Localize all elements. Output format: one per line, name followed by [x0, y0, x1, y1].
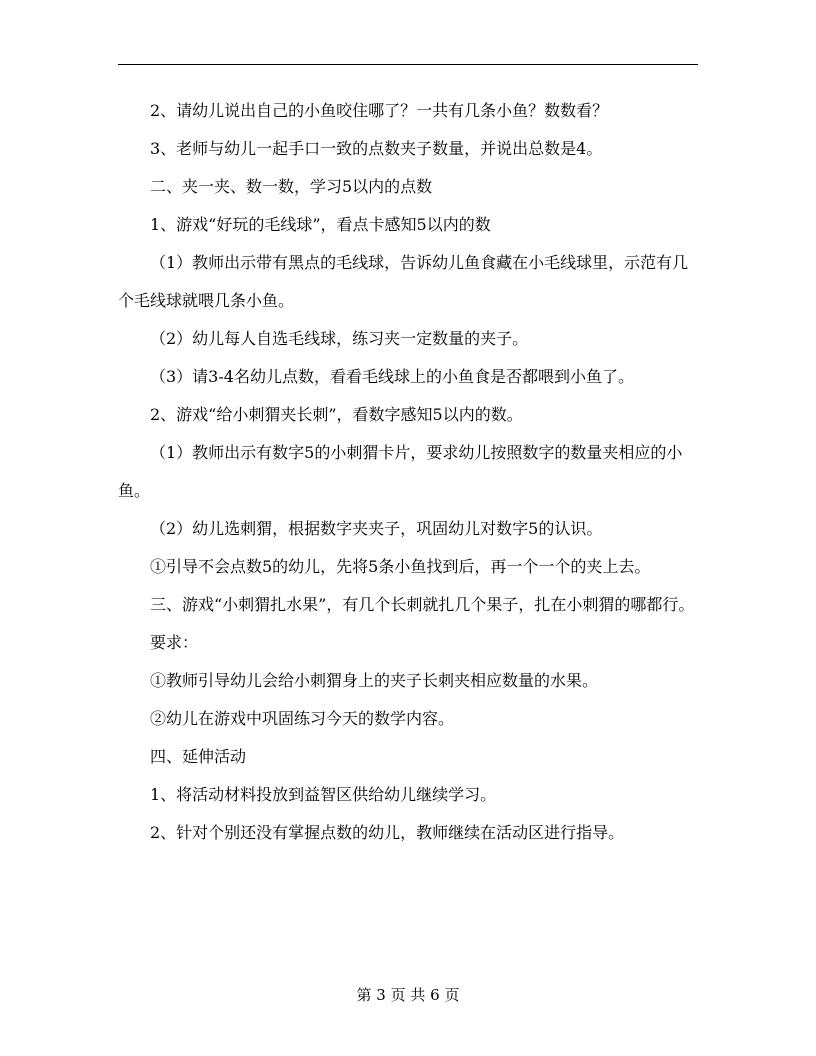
paragraph: ①引导不会点数5的幼儿，先将5条小鱼找到后，再一个一个的夹上去。 — [150, 557, 651, 576]
paragraph: 3、老师与幼儿一起手口一致的点数夹子数量，并说出总数是4。 — [150, 139, 603, 158]
section-heading: 二、夹一夹、数一数，学习5以内的点数 — [150, 177, 433, 196]
section-heading: 三、游戏“小刺猬扎水果”，有几个长刺就扎几个果子，扎在小刺猬的哪都行。 — [150, 595, 695, 614]
section-heading: 四、延伸活动 — [150, 747, 247, 766]
paragraph: （1）教师出示带有黑点的毛线球，告诉幼儿鱼食藏在小毛线球里，示范有几个毛线球就喂几条小鱼。 — [118, 253, 689, 310]
document-body — [118, 92, 698, 852]
paragraph: ①教师引导幼儿会给小刺猬身上的夹子长刺夹相应数量的水果。 — [150, 671, 599, 690]
paragraph: （1）教师出示有数字5的小刺猬卡片，要求幼儿按照数字的数量夹相应的小鱼。 — [118, 443, 683, 500]
paragraph: （3）请3-4名幼儿点数，看看毛线球上的小鱼食是否都喂到小鱼了。 — [150, 367, 634, 386]
paragraph: 2、游戏“给小刺猬夹长刺”，看数字感知5以内的数。 — [150, 405, 523, 424]
paragraph: （2）幼儿选刺猬，根据数字夹夹子，巩固幼儿对数字5的认识。 — [150, 519, 603, 538]
paragraph: 1、游戏“好玩的毛线球”，看点卡感知5以内的数 — [150, 215, 491, 234]
paragraph: ②幼儿在游戏中巩固练习今天的数学内容。 — [150, 709, 455, 728]
paragraph: 要求： — [150, 633, 199, 652]
paragraph: 2、请幼儿说出自己的小鱼咬住哪了？一共有几条小鱼？数数看？ — [150, 101, 609, 120]
page-footer: 第 3 页 共 6 页 — [356, 986, 460, 1004]
paragraph: （2）幼儿每人自选毛线球，练习夹一定数量的夹子。 — [150, 329, 529, 348]
header-rule — [118, 64, 698, 65]
paragraph: 2、针对个别还没有掌握点数的幼儿，教师继续在活动区进行指导。 — [150, 823, 625, 842]
paragraph: 1、将活动材料投放到益智区供给幼儿继续学习。 — [150, 785, 497, 804]
